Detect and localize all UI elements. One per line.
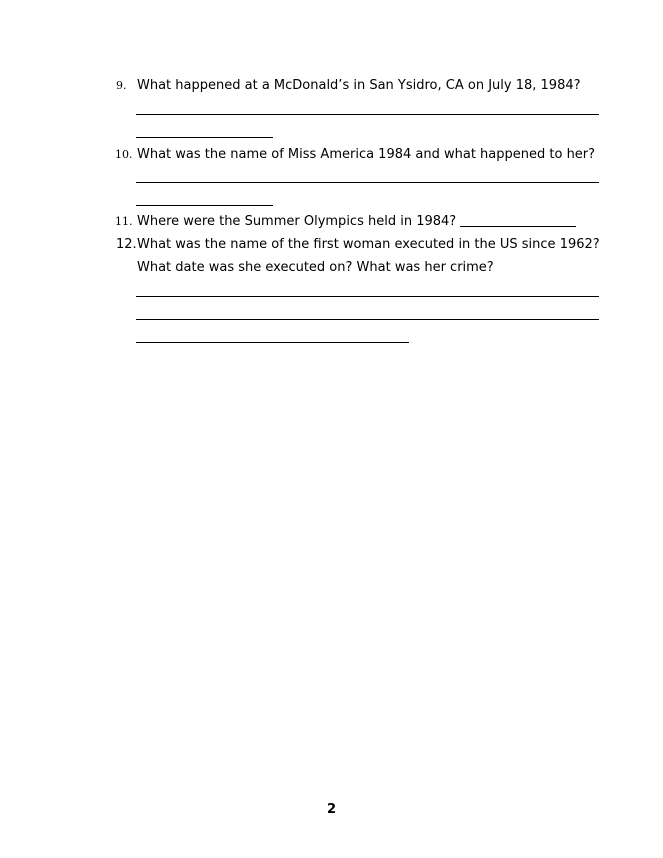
question-11 <box>0 212 663 232</box>
question-10 <box>0 145 663 165</box>
question-12-continued <box>0 258 663 278</box>
question-10-number: 10. <box>115 148 133 161</box>
question-9-text: What happened at a McDonald’s in San Ysidro, CA on July 18, 1984? <box>137 78 581 93</box>
answer-line-10-2[interactable] <box>136 205 273 206</box>
question-9 <box>0 76 663 96</box>
question-12-number: 12. <box>116 237 137 252</box>
answer-line-10-1[interactable] <box>136 182 599 183</box>
question-11-label: Where were the Summer Olympics held in 1984? <box>137 214 457 229</box>
question-12-text-continued: What date was she executed on? What was her crime? <box>137 260 494 275</box>
page-number: 2 <box>326 802 337 817</box>
answer-line-12-3[interactable] <box>136 342 409 343</box>
answer-line-9-2[interactable] <box>136 137 273 138</box>
answer-line-12-2[interactable] <box>136 319 599 320</box>
question-9-number: 9. <box>116 79 127 92</box>
question-11-text <box>137 212 576 232</box>
question-12 <box>0 235 663 255</box>
question-12-text: What was the name of the first woman executed in the US since 1962? <box>137 237 600 252</box>
question-11-number: 11. <box>115 215 133 228</box>
answer-line-12-1[interactable] <box>136 296 599 297</box>
answer-line-11[interactable] <box>460 226 576 227</box>
question-10-text: What was the name of Miss America 1984 and what happened to her? <box>137 147 596 162</box>
answer-line-9-1[interactable] <box>136 114 599 115</box>
